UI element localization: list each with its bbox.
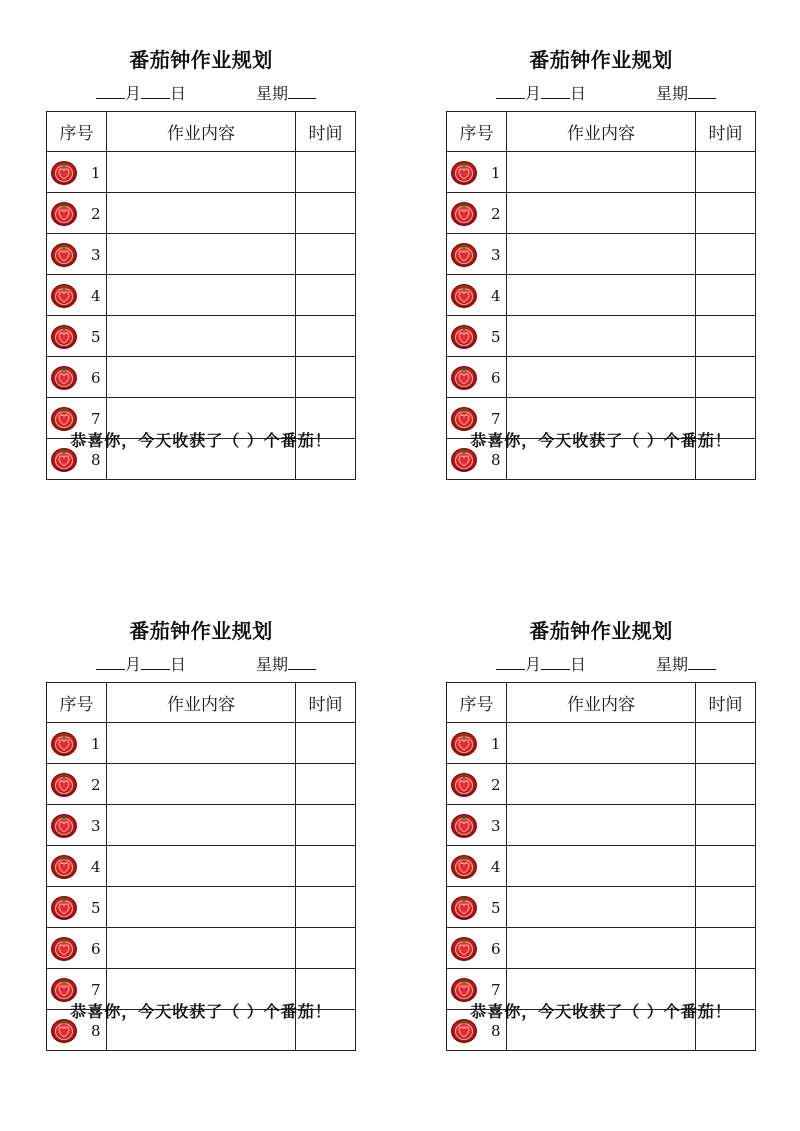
table-row xyxy=(47,887,356,928)
row-number-cell xyxy=(447,846,507,887)
row-number: 2 xyxy=(491,205,501,223)
time-cell[interactable] xyxy=(296,275,356,316)
row-number-cell xyxy=(47,846,107,887)
row-number: 3 xyxy=(491,246,501,264)
table-row xyxy=(447,193,756,234)
task-cell[interactable] xyxy=(507,928,696,969)
header-task: 作业内容 xyxy=(107,683,296,723)
row-number: 8 xyxy=(491,1022,501,1040)
task-cell[interactable] xyxy=(507,234,696,275)
tomato-icon xyxy=(450,770,478,798)
table-row xyxy=(47,805,356,846)
header-no: 序号 xyxy=(47,112,107,152)
task-cell[interactable] xyxy=(107,928,296,969)
row-number-cell xyxy=(447,193,507,234)
table-row xyxy=(447,846,756,887)
header-time: 时间 xyxy=(696,112,756,152)
task-cell[interactable] xyxy=(507,275,696,316)
header-no: 序号 xyxy=(447,683,507,723)
row-number: 7 xyxy=(491,410,501,428)
row-number: 1 xyxy=(491,735,501,753)
row-number: 1 xyxy=(91,164,101,182)
row-number-cell xyxy=(47,152,107,193)
weekday-label: 星期 xyxy=(656,655,689,674)
row-number-cell xyxy=(47,928,107,969)
row-number: 1 xyxy=(491,164,501,182)
row-number-cell xyxy=(47,234,107,275)
row-number: 3 xyxy=(91,817,101,835)
row-number-cell xyxy=(447,805,507,846)
time-cell[interactable] xyxy=(696,357,756,398)
task-cell[interactable] xyxy=(507,846,696,887)
time-cell[interactable] xyxy=(696,805,756,846)
time-cell[interactable] xyxy=(296,357,356,398)
tomato-icon xyxy=(450,934,478,962)
header-time: 时间 xyxy=(696,683,756,723)
row-number-cell xyxy=(47,357,107,398)
row-number: 2 xyxy=(491,776,501,794)
card-title: 番茄钟作业规划 xyxy=(129,48,273,72)
table-row xyxy=(47,193,356,234)
day-label: 日 xyxy=(170,655,187,674)
task-cell[interactable] xyxy=(507,152,696,193)
task-cell[interactable] xyxy=(107,887,296,928)
weekday-label: 星期 xyxy=(656,84,689,103)
plan-table xyxy=(446,111,756,480)
table-row xyxy=(447,928,756,969)
row-number-cell xyxy=(447,152,507,193)
footer-text: 恭喜你，今天收获了（ ）个番茄！ xyxy=(470,431,732,450)
row-number: 7 xyxy=(91,410,101,428)
header-no: 序号 xyxy=(47,683,107,723)
header-no: 序号 xyxy=(447,112,507,152)
row-number: 8 xyxy=(91,1022,101,1040)
card-title: 番茄钟作业规划 xyxy=(529,48,673,72)
row-number: 6 xyxy=(91,940,101,958)
row-number: 5 xyxy=(491,899,501,917)
table-row xyxy=(447,723,756,764)
task-cell[interactable] xyxy=(107,152,296,193)
table-row xyxy=(447,275,756,316)
row-number-cell xyxy=(447,316,507,357)
row-number: 5 xyxy=(91,328,101,346)
weekday-blank[interactable] xyxy=(288,655,316,670)
row-number: 3 xyxy=(491,817,501,835)
time-cell[interactable] xyxy=(696,723,756,764)
month-label: 月 xyxy=(525,655,542,674)
planner-card-4 xyxy=(446,615,756,1055)
tomato-icon xyxy=(450,811,478,839)
tomato-icon xyxy=(50,852,78,880)
month-label: 月 xyxy=(125,84,142,103)
table-row xyxy=(47,152,356,193)
table-row xyxy=(47,316,356,357)
time-cell[interactable] xyxy=(696,928,756,969)
day-blank[interactable] xyxy=(541,655,570,670)
time-cell[interactable] xyxy=(296,846,356,887)
row-number: 8 xyxy=(91,451,101,469)
header-row xyxy=(447,112,756,152)
task-cell[interactable] xyxy=(107,357,296,398)
day-label: 日 xyxy=(170,84,187,103)
table-row xyxy=(47,764,356,805)
day-label: 日 xyxy=(570,84,587,103)
table-row xyxy=(447,316,756,357)
tomato-icon xyxy=(50,363,78,391)
month-label: 月 xyxy=(125,655,142,674)
time-cell[interactable] xyxy=(296,723,356,764)
row-number-cell xyxy=(47,764,107,805)
weekday-blank[interactable] xyxy=(688,655,716,670)
task-cell[interactable] xyxy=(507,316,696,357)
footer-text: 恭喜你，今天收获了（ ）个番茄！ xyxy=(470,1002,732,1021)
tomato-icon xyxy=(450,322,478,350)
day-label: 日 xyxy=(570,655,587,674)
task-cell[interactable] xyxy=(507,193,696,234)
table-row xyxy=(47,234,356,275)
tomato-icon xyxy=(450,363,478,391)
time-cell[interactable] xyxy=(696,887,756,928)
time-cell[interactable] xyxy=(696,193,756,234)
month-blank[interactable] xyxy=(496,655,525,670)
planner-card-2 xyxy=(446,44,756,484)
time-cell[interactable] xyxy=(296,316,356,357)
table-row xyxy=(47,723,356,764)
table-row xyxy=(47,846,356,887)
card-title: 番茄钟作业规划 xyxy=(529,619,673,643)
table-row xyxy=(47,275,356,316)
month-blank[interactable] xyxy=(96,655,125,670)
tomato-icon xyxy=(450,281,478,309)
header-row xyxy=(447,683,756,723)
header-time: 时间 xyxy=(296,683,356,723)
weekday-label: 星期 xyxy=(256,655,289,674)
time-cell[interactable] xyxy=(296,887,356,928)
planner-card-1 xyxy=(46,44,356,484)
table-row xyxy=(47,928,356,969)
row-number-cell xyxy=(447,928,507,969)
tomato-icon xyxy=(50,934,78,962)
tomato-icon xyxy=(50,770,78,798)
row-number: 4 xyxy=(491,287,501,305)
day-blank[interactable] xyxy=(141,84,170,99)
tomato-icon xyxy=(50,281,78,309)
time-cell[interactable] xyxy=(296,928,356,969)
tomato-icon xyxy=(50,199,78,227)
tomato-icon xyxy=(50,322,78,350)
table-row xyxy=(447,152,756,193)
date-line xyxy=(446,652,756,674)
row-number-cell xyxy=(447,764,507,805)
date-line xyxy=(46,81,356,103)
month-label: 月 xyxy=(525,84,542,103)
task-cell[interactable] xyxy=(107,723,296,764)
row-number-cell xyxy=(47,723,107,764)
tomato-icon xyxy=(450,893,478,921)
header-row xyxy=(47,112,356,152)
table-row xyxy=(447,764,756,805)
month-blank[interactable] xyxy=(96,84,125,99)
task-cell[interactable] xyxy=(507,805,696,846)
table-row xyxy=(447,805,756,846)
tomato-icon xyxy=(50,729,78,757)
time-cell[interactable] xyxy=(296,764,356,805)
footer-text: 恭喜你，今天收获了（ ）个番茄！ xyxy=(70,431,332,450)
row-number: 7 xyxy=(491,981,501,999)
row-number-cell xyxy=(47,316,107,357)
row-number-cell xyxy=(447,357,507,398)
header-task: 作业内容 xyxy=(107,112,296,152)
header-task: 作业内容 xyxy=(507,112,696,152)
table-row xyxy=(447,887,756,928)
row-number: 5 xyxy=(491,328,501,346)
row-number: 5 xyxy=(91,899,101,917)
tomato-icon xyxy=(50,893,78,921)
weekday-label: 星期 xyxy=(256,84,289,103)
time-cell[interactable] xyxy=(696,234,756,275)
time-cell[interactable] xyxy=(696,275,756,316)
task-cell[interactable] xyxy=(107,193,296,234)
row-number: 6 xyxy=(91,369,101,387)
task-cell[interactable] xyxy=(507,887,696,928)
time-cell[interactable] xyxy=(296,234,356,275)
tomato-icon xyxy=(450,199,478,227)
task-cell[interactable] xyxy=(107,234,296,275)
task-cell[interactable] xyxy=(107,846,296,887)
table-row xyxy=(447,234,756,275)
plan-table xyxy=(46,111,356,480)
time-cell[interactable] xyxy=(296,193,356,234)
row-number: 4 xyxy=(91,287,101,305)
date-line xyxy=(446,81,756,103)
card-title: 番茄钟作业规划 xyxy=(129,619,273,643)
time-cell[interactable] xyxy=(696,846,756,887)
row-number-cell xyxy=(447,723,507,764)
planner-card-3 xyxy=(46,615,356,1055)
row-number-cell xyxy=(47,805,107,846)
row-number: 6 xyxy=(491,369,501,387)
header-time: 时间 xyxy=(296,112,356,152)
table-row xyxy=(47,357,356,398)
task-cell[interactable] xyxy=(507,723,696,764)
tomato-icon xyxy=(50,240,78,268)
row-number: 6 xyxy=(491,940,501,958)
row-number-cell xyxy=(47,887,107,928)
row-number: 1 xyxy=(91,735,101,753)
row-number: 8 xyxy=(491,451,501,469)
weekday-blank[interactable] xyxy=(688,84,716,99)
tomato-icon xyxy=(450,240,478,268)
tomato-icon xyxy=(50,158,78,186)
row-number: 2 xyxy=(91,205,101,223)
task-cell[interactable] xyxy=(107,764,296,805)
row-number-cell xyxy=(447,275,507,316)
footer-text: 恭喜你，今天收获了（ ）个番茄！ xyxy=(70,1002,332,1021)
header-task: 作业内容 xyxy=(507,683,696,723)
task-cell[interactable] xyxy=(107,316,296,357)
row-number-cell xyxy=(447,887,507,928)
plan-table xyxy=(46,682,356,1051)
time-cell[interactable] xyxy=(296,152,356,193)
header-row xyxy=(47,683,356,723)
row-number: 7 xyxy=(91,981,101,999)
time-cell[interactable] xyxy=(696,764,756,805)
tomato-icon xyxy=(450,158,478,186)
table-row xyxy=(447,357,756,398)
time-cell[interactable] xyxy=(296,805,356,846)
tomato-icon xyxy=(50,811,78,839)
month-blank[interactable] xyxy=(496,84,525,99)
tomato-icon xyxy=(450,729,478,757)
plan-table xyxy=(446,682,756,1051)
row-number: 4 xyxy=(91,858,101,876)
day-blank[interactable] xyxy=(541,84,570,99)
tomato-icon xyxy=(450,852,478,880)
row-number-cell xyxy=(47,275,107,316)
task-cell[interactable] xyxy=(507,764,696,805)
row-number: 3 xyxy=(91,246,101,264)
task-cell[interactable] xyxy=(507,357,696,398)
task-cell[interactable] xyxy=(107,805,296,846)
time-cell[interactable] xyxy=(696,316,756,357)
row-number-cell xyxy=(447,234,507,275)
date-line xyxy=(46,652,356,674)
row-number: 2 xyxy=(91,776,101,794)
row-number-cell xyxy=(47,193,107,234)
weekday-blank[interactable] xyxy=(288,84,316,99)
time-cell[interactable] xyxy=(696,152,756,193)
row-number: 4 xyxy=(491,858,501,876)
day-blank[interactable] xyxy=(141,655,170,670)
task-cell[interactable] xyxy=(107,275,296,316)
